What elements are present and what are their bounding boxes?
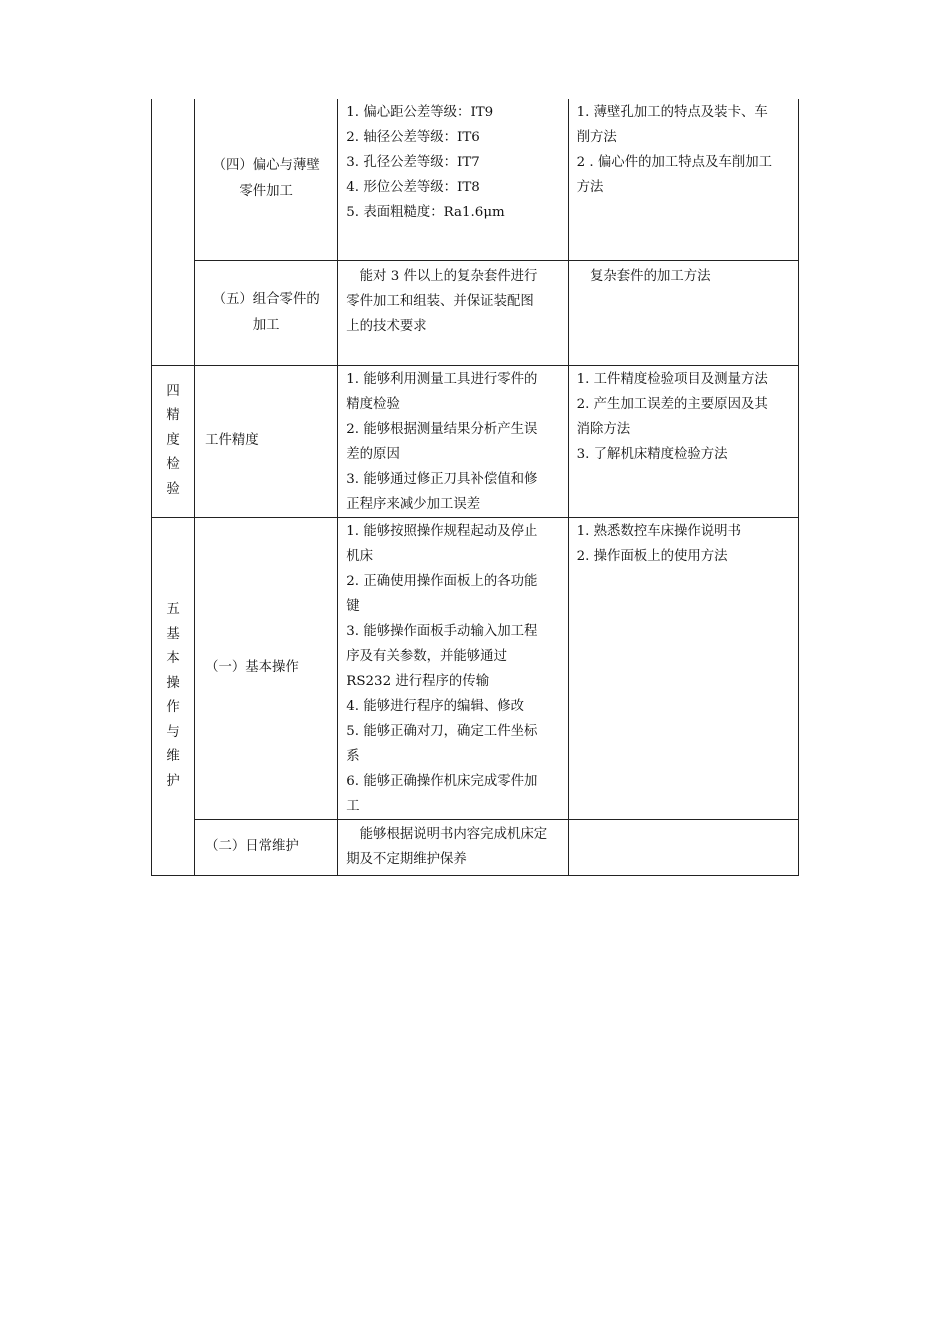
skill-line: 差的原因 [346,446,400,462]
skills-cell [338,365,568,517]
knowledge-line: 3. 了解机床精度检验方法 [576,446,728,462]
skill-line: 上的技术要求 [346,318,427,334]
knowledge-line: 1. 工件精度检验项目及测量方法 [576,371,768,387]
skill-line: 系 [346,748,360,764]
knowledge-line: 方法 [576,180,604,195]
category-char: 基 [166,626,180,642]
skill-line: 能对 3 件以上的复杂套件进行 [359,268,538,284]
module-cell [195,819,338,875]
knowledge-line: 2. 操作面板上的使用方法 [576,548,728,564]
table-row [152,99,799,260]
skill-line: 2. 轴径公差等级：IT6 [346,130,480,145]
knowledge-line: 1. 薄壁孔加工的特点及装卡、车 [576,105,768,120]
category-cell [152,517,195,875]
knowledge-cell [568,260,798,365]
category-char: 度 [166,432,180,448]
module-cell [195,365,338,517]
skill-line: 机床 [346,548,374,564]
knowledge-line: 2 . 偏心件的加工特点及车削加工 [576,155,772,170]
skill-line: 5. 能够正确对刀，确定工件坐标 [346,723,538,739]
skill-line: 期及不定期维护保养 [346,851,467,867]
category-char: 验 [166,481,180,497]
table-row [152,819,799,875]
category-char: 精 [166,408,180,424]
table-row [152,260,799,365]
category-char: 护 [166,773,180,789]
category-char: 操 [166,675,180,691]
skills-cell [338,819,568,875]
skill-line: 6. 能够正确操作机床完成零件加 [346,773,538,789]
module-cell [195,517,338,819]
skills-cell [338,260,568,365]
skill-line: 精度检验 [346,396,400,412]
skill-line: 2. 正确使用操作面板上的各功能 [346,573,538,589]
module-name-line: 零件加工 [239,184,293,200]
skills-cell [338,99,568,260]
module-name-line: （五）组合零件的 [212,291,320,307]
skill-line: 1. 能够利用测量工具进行零件的 [346,371,538,387]
module-name-line: 工件精度 [205,433,259,448]
skill-line: 3. 能够操作面板手动输入加工程 [346,623,538,639]
category-char: 检 [166,457,180,473]
skills-table [151,99,799,876]
skill-line: 3. 孔径公差等级：IT7 [346,155,480,170]
skill-line: 3. 能够通过修正刀具补偿值和修 [346,471,538,487]
skill-line: 1. 偏心距公差等级：IT9 [346,105,494,120]
module-name-line: （二）日常维护 [205,839,299,854]
skill-line: 4. 形位公差等级：IT8 [346,180,480,195]
category-char: 本 [166,651,180,666]
module-name-line: 加工 [252,317,280,333]
skill-line: 1. 能够按照操作规程起动及停止 [346,523,538,539]
skill-line: 序及有关参数，并能够通过 [346,648,507,664]
category-cell-continued [152,99,195,365]
knowledge-line: 削方法 [576,130,617,145]
knowledge-line: 复杂套件的加工方法 [590,268,711,284]
skill-line: 4. 能够进行程序的编辑、修改 [346,698,525,714]
skill-line: 工 [346,798,360,814]
category-char: 五 [166,602,180,617]
category-char: 维 [166,749,180,764]
skill-line: RS232 进行程序的传输 [346,673,490,689]
skill-line: 2. 能够根据测量结果分析产生误 [346,421,538,437]
knowledge-line: 1. 熟悉数控车床操作说明书 [576,523,741,539]
module-cell [195,99,338,260]
category-cell [152,365,195,517]
knowledge-cell [568,365,798,517]
skill-line: 5. 表面粗糙度：Ra1.6μm [346,205,505,220]
module-name-line: （四）偏心与薄壁 [212,158,320,174]
category-char: 四 [166,383,180,399]
module-name-line: （一）基本操作 [205,660,299,675]
skills-cell [338,517,568,819]
knowledge-cell [568,517,798,819]
table-row [152,517,799,819]
category-char: 与 [166,724,180,740]
knowledge-cell [568,819,798,875]
knowledge-cell [568,99,798,260]
skill-line: 零件加工和组装、并保证装配图 [346,293,534,309]
skill-line: 正程序来减少加工误差 [346,496,481,512]
module-cell [195,260,338,365]
skill-line: 键 [346,598,360,614]
knowledge-line: 2. 产生加工误差的主要原因及其 [576,396,768,412]
knowledge-line: 消除方法 [576,421,631,437]
category-char: 作 [166,700,180,715]
skill-line: 能够根据说明书内容完成机床定 [359,826,548,842]
table-row [152,365,799,517]
